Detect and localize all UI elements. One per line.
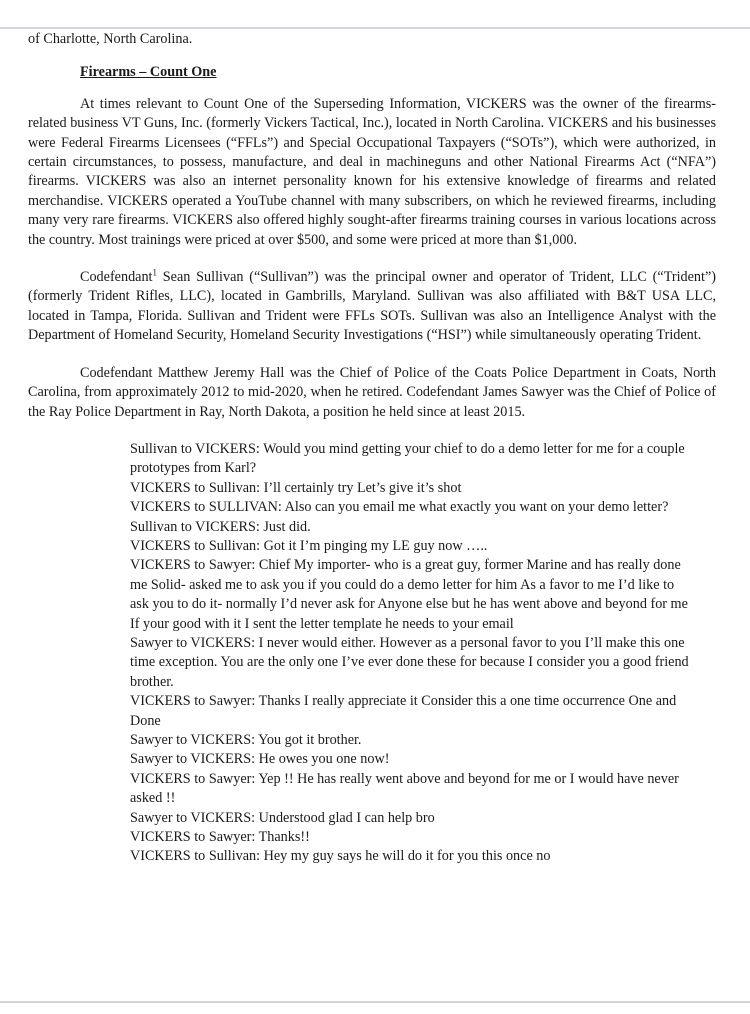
- section-heading: Firearms – Count One: [80, 64, 217, 81]
- document-page: [28, 30, 716, 1002]
- message-line: VICKERS to SULLIVAN: Also can you email me what exactly you want on your demo letter?: [130, 499, 669, 516]
- message-line: Sawyer to VICKERS: You got it brother.: [130, 732, 362, 748]
- message-line: Sawyer to VICKERS: I never would either. However as a personal favor to you I’ll make this one time exception. You are the only one I’ve ever done these for because I consider you a good friend brother.: [130, 634, 689, 690]
- message-line: Sullivan to VICKERS: Would you mind getting your chief to do a demo letter for me for a couple prototypes from Karl?: [130, 440, 685, 477]
- paragraph-sullivan-rest: Sean Sullivan (“Sullivan”) was the principal owner and operator of Trident, LLC (“Trident”) (formerly Trident Rifles, LLC), located in Gambrills, Maryland. Sullivan was also affiliated with B&T USA LLC, located in Tampa, Florida. Sullivan and Trident were FFLs SOTs. Sullivan was also an Intelligence Analyst with the Department of Homeland Security, Homeland Security Investigations (“HSI”) while simultaneously operating Trident.: [28, 269, 716, 344]
- message-line: VICKERS to Sawyer: Thanks I really appreciate it Consider this a one time occurrence One and Done: [130, 693, 677, 729]
- message-line: Sullivan to VICKERS: Just did.: [130, 518, 311, 535]
- page-bottom-divider: [0, 1001, 750, 1003]
- message-line: VICKERS to Sullivan: Hey my guy says he will do it for you this once no: [130, 848, 551, 865]
- page-top-divider: [0, 27, 750, 29]
- message-line: VICKERS to Sawyer: Thanks!!: [130, 829, 310, 846]
- paragraph-hall-sawyer: Codefendant Matthew Jeremy Hall was the Chief of Police of the Coats Police Department in Coats, North Carolina, from approximately 2012 to mid-2020, when he retired. Codefendant James Sawyer was the Chief of Police of the Ray Police Department in Ray, North Dakota, a position he held since at least 2015.: [28, 364, 716, 420]
- message-line: VICKERS to Sullivan: I’ll certainly try Let’s give it’s shot: [130, 479, 462, 496]
- footnote-marker: 1: [152, 267, 157, 278]
- opening-line: of Charlotte, North Carolina.: [28, 31, 193, 47]
- message-line: VICKERS to Sawyer: Chief My importer- who is a great guy, former Marine and has really done me Solid- asked me to ask you if you could do a demo letter for him As a favor to me I’d like to ask you to do it- normally I’d never ask for Anyone else but he has went above and beyond for me If your good with it I sent the letter template he needs to your email: [130, 557, 688, 632]
- message-line: VICKERS to Sawyer: Yep !! He has really went above and beyond for me or I would have never asked !!: [130, 770, 679, 807]
- message-line: Sawyer to VICKERS: Understood glad I can help bro: [130, 809, 435, 826]
- message-line: VICKERS to Sullivan: Got it I’m pinging my LE guy now …..: [130, 537, 488, 554]
- paragraph-vickers: At times relevant to Count One of the Superseding Information, VICKERS was the owner of the firearms-related business VT Guns, Inc. (formerly Vickers Tactical, Inc.), located in North Carolina. VICKERS and his businesses were Federal Firearms Licensees (“FFLs”) and Special Occupational Taxpayers (“SOTs”), which were authorized, in certain circumstances, to possess, manufacture, and deal in machineguns and other National Firearms Act (“NFA”) firearms. VICKERS was also an internet personality known for his extensive knowledge of firearms and related merchandise. VICKERS operated a YouTube channel with many subscribers, on which he reviewed firearms, including many very rare firearms. VICKERS also offered highly sought-after firearms training courses in various locations across the country. Most trainings were priced at over $500, and some were priced at more than $1,000.: [28, 95, 716, 248]
- message-transcript: [130, 440, 690, 867]
- message-line: Sawyer to VICKERS: He owes you one now!: [130, 751, 390, 768]
- paragraph-sullivan-lead: Codefendant: [80, 269, 153, 286]
- paragraph-sullivan: [28, 268, 716, 346]
